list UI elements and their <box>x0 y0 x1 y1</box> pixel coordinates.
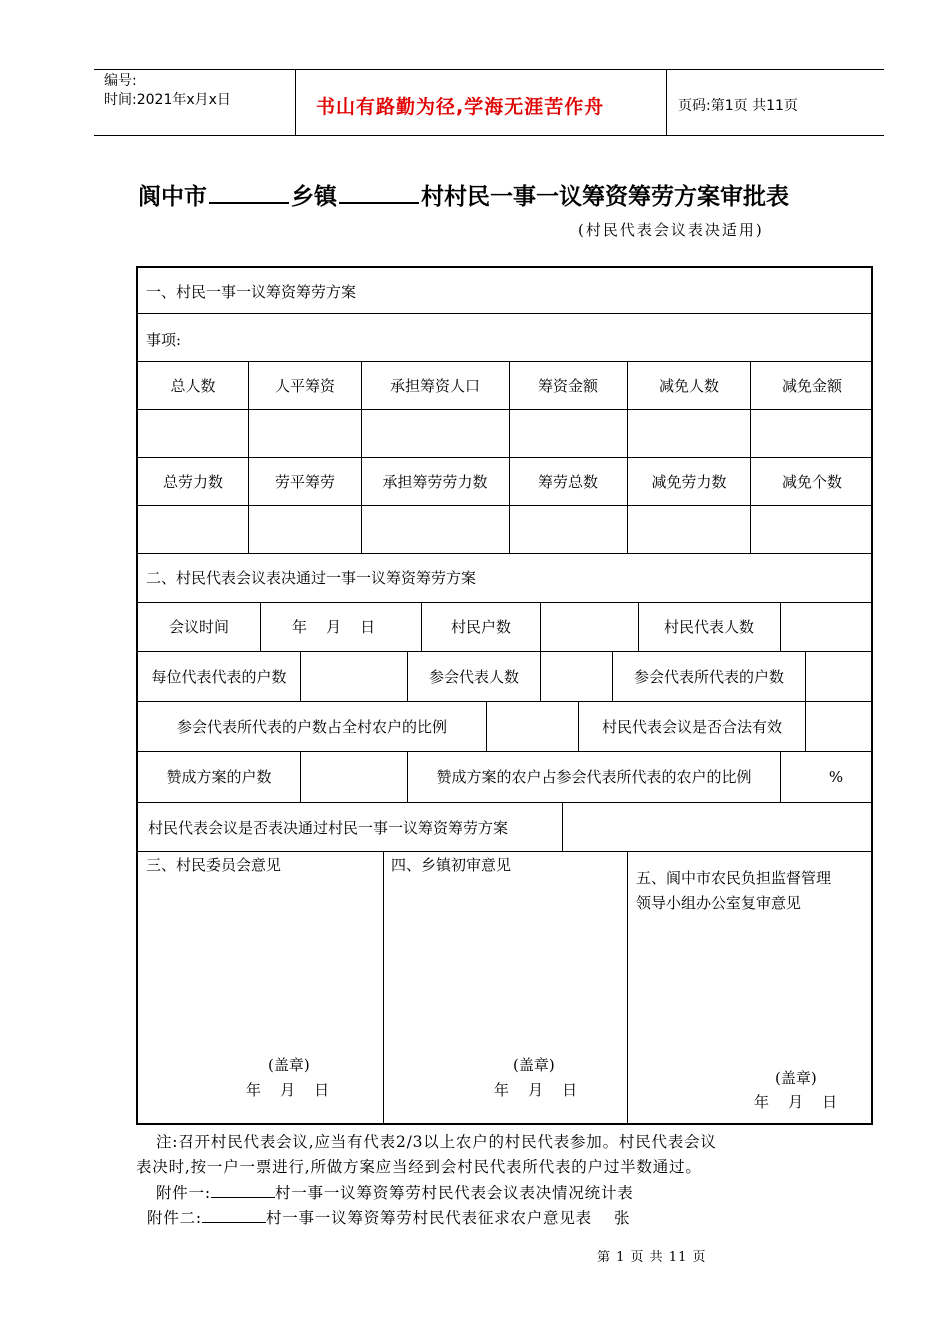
attachment-2 <box>147 1206 630 1230</box>
title-blank-village <box>339 184 419 204</box>
rule <box>137 701 873 702</box>
note-line-2: 表决时,按一户一票进行,所做方案应当经到会村民代表所代表的户过半数通过。 <box>136 1158 702 1176</box>
attachment-2-prefix: 附件二: <box>147 1209 202 1227</box>
header-divider <box>295 69 296 136</box>
title-blank-town <box>209 184 289 204</box>
rule <box>421 602 422 651</box>
households-label: 村民户数 <box>450 618 512 636</box>
header-fund-amount: 筹资金额 <box>537 377 599 395</box>
rule <box>509 361 510 553</box>
attend-households-label: 参会代表所代表的户数 <box>633 668 785 686</box>
item-label: 事项: <box>146 331 182 349</box>
rule <box>383 851 384 1125</box>
approve-households-label: 赞成方案的户数 <box>166 768 272 786</box>
attachment-2-text: 村一事一议筹资筹劳村民代表征求农户意见表 <box>265 1209 592 1227</box>
header-bottom-rule <box>94 135 884 136</box>
rule <box>137 313 873 314</box>
section-4-heading: 四、乡镇初审意见 <box>391 856 512 874</box>
section-3-heading: 三、村民委员会意见 <box>146 856 282 874</box>
attachment-1-prefix: 附件一: <box>156 1184 211 1202</box>
header-total-people: 总人数 <box>170 377 216 395</box>
rule <box>638 602 639 651</box>
seal-village: (盖章) <box>268 1056 310 1074</box>
rule <box>137 751 873 752</box>
rule <box>137 553 873 554</box>
rule <box>300 651 301 701</box>
rule <box>361 361 362 553</box>
rule <box>540 651 541 701</box>
date-town: 年 月 日 <box>494 1081 578 1099</box>
seal-city: (盖章) <box>775 1069 817 1087</box>
approval-form <box>136 266 873 1125</box>
header-labor-count: 承担筹劳劳力数 <box>382 473 488 491</box>
rule <box>805 701 806 751</box>
attachment-1-blank <box>211 1183 275 1198</box>
header-total-labor: 总劳力数 <box>162 473 224 491</box>
meeting-time-label: 会议时间 <box>168 618 230 636</box>
rule <box>578 701 579 751</box>
rep-count-label: 村民代表人数 <box>663 618 755 636</box>
title-town: 乡镇 <box>291 184 337 210</box>
legal-label: 村民代表会议是否合法有效 <box>601 718 783 736</box>
section-5-heading-line1: 五、阆中市农民负担监督管理 <box>636 869 832 887</box>
header-exempt-people: 减免人数 <box>658 377 720 395</box>
note-line-1: 注:召开村民代表会议,应当有代表2/3以上农户的村民代表参加。村民代表会议 <box>156 1133 717 1151</box>
section-2-heading: 二、村民代表会议表决通过一事一议筹资筹劳方案 <box>146 569 477 587</box>
rule <box>300 751 301 802</box>
title-rest: 村村民一事一议筹资筹劳方案审批表 <box>421 184 789 210</box>
rule <box>562 802 563 851</box>
header-exempt-labor: 减免劳力数 <box>651 473 727 491</box>
meeting-date: 年 月 日 <box>292 618 376 636</box>
ratio-all-label: 参会代表所代表的户数占全村农户的比例 <box>176 718 448 736</box>
rule <box>540 602 541 651</box>
rule <box>137 851 873 852</box>
header-exempt-count: 减免个数 <box>781 473 843 491</box>
page-footer: 第 1 页 共 11 页 <box>597 1250 707 1265</box>
rule <box>805 651 806 701</box>
rule <box>780 602 781 651</box>
rule <box>260 602 261 651</box>
passed-label: 村民代表会议是否表决通过村民一事一议筹资筹劳方案 <box>148 819 509 837</box>
attachment-1-text: 村一事一议筹资筹劳村民代表会议表决情况统计表 <box>274 1184 634 1202</box>
seal-town: (盖章) <box>513 1056 555 1074</box>
date-village: 年 月 日 <box>246 1081 330 1099</box>
rule <box>612 651 613 701</box>
attachment-1 <box>156 1181 634 1205</box>
rule <box>780 751 781 802</box>
percent-sign: % <box>828 768 844 786</box>
rule <box>137 602 873 603</box>
header-per-capita-fund: 人平筹资 <box>274 377 336 395</box>
per-rep-label: 每位代表代表的户数 <box>151 668 287 686</box>
rule <box>407 751 408 802</box>
attachment-2-blank <box>202 1208 266 1223</box>
approve-ratio-label: 赞成方案的农户占参会代表所代表的农户的比例 <box>436 768 752 786</box>
rule <box>486 701 487 751</box>
title-city: 阆中市 <box>138 184 207 210</box>
section-5-heading-line2: 领导小组办公室复审意见 <box>636 894 802 912</box>
rule <box>750 361 751 553</box>
header-top-rule <box>94 69 884 70</box>
header-divider <box>666 69 667 136</box>
header-exempt-amount: 减免金额 <box>781 377 843 395</box>
section-1-heading: 一、村民一事一议筹资筹劳方案 <box>146 283 357 301</box>
rule <box>137 651 873 652</box>
attachment-2-suffix: 张 <box>613 1209 631 1227</box>
rule <box>137 802 873 803</box>
page-label: 页码:第1页 共11页 <box>678 98 798 114</box>
subtitle: (村民代表会议表决适用) <box>578 221 764 239</box>
motto: 书山有路勤为径,学海无涯苦作舟 <box>316 96 605 118</box>
date-city: 年 月 日 <box>754 1093 838 1111</box>
rule <box>627 361 628 553</box>
attend-reps-label: 参会代表人数 <box>428 668 520 686</box>
code-label: 编号: <box>104 73 137 89</box>
header-per-capita-labor: 劳平筹劳 <box>274 473 336 491</box>
rule <box>407 651 408 701</box>
rule <box>627 851 628 1125</box>
page-title <box>138 178 789 211</box>
header-fund-population: 承担筹资人口 <box>389 377 481 395</box>
time-label: 时间:2021年x月x日 <box>104 92 231 108</box>
rule <box>248 361 249 553</box>
header-labor-total: 筹劳总数 <box>537 473 599 491</box>
